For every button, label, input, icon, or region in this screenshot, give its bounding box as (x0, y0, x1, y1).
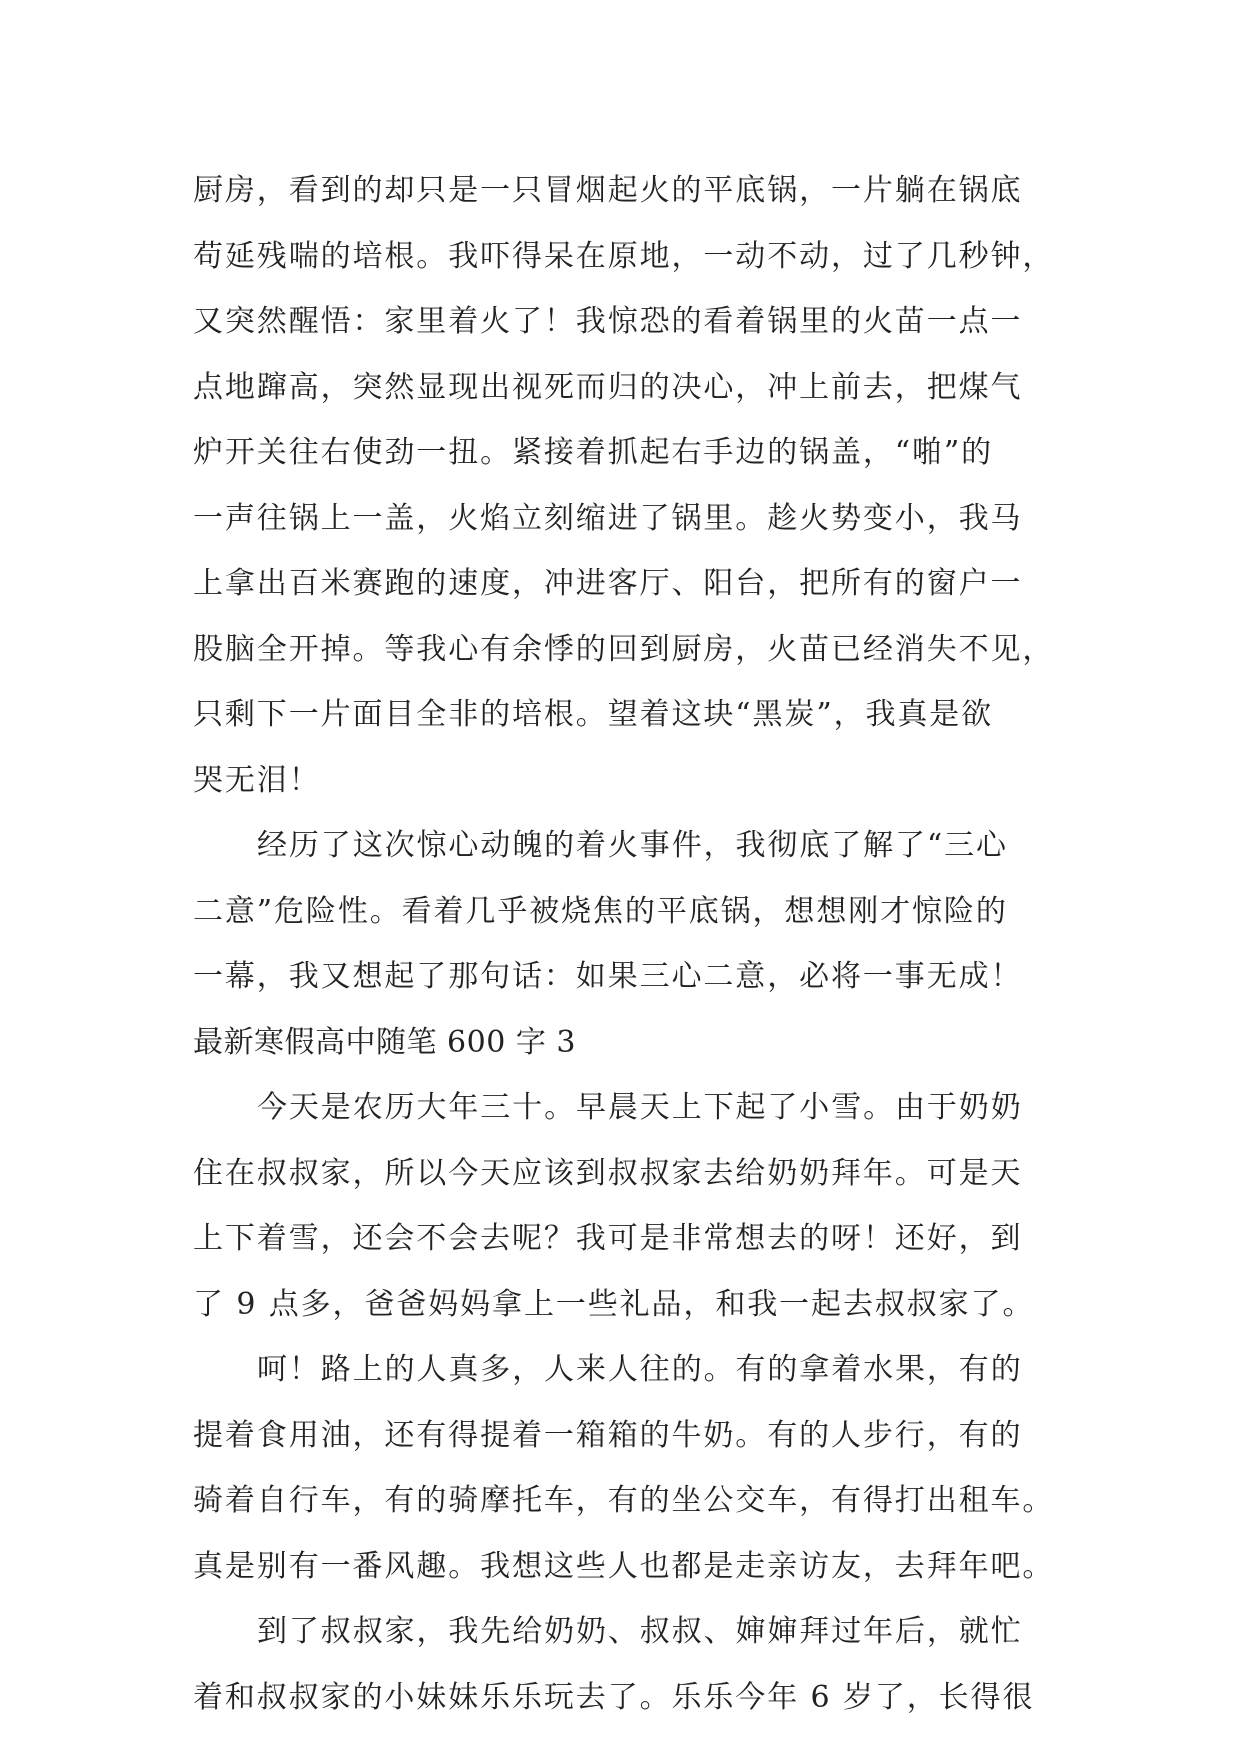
section-heading: 最新寒假高中随笔 600 字 3 (193, 1024, 576, 1060)
text-line: 着和叔叔家的小妹妹乐乐玩去了。乐乐今年 6 岁了，长得很 (193, 1679, 1035, 1715)
paragraph-first-line: 经历了这次惊心动魄的着火事件，我彻底了解了“三心 (257, 828, 1008, 863)
text-line: 二意”危险性。看着几乎被烧焦的平底锅，想想刚才惊险的 (193, 893, 1008, 929)
text-line: 了 9 点多，爸爸妈妈拿上一些礼品，和我一起去叔叔家了。 (193, 1286, 1035, 1322)
body-text (193, 158, 1053, 1730)
text-line: 又突然醒悟：家里着火了！我惊恐的看着锅里的火苗一点一 (193, 304, 1023, 339)
text-line: 厨房，看到的却只是一只冒烟起火的平底锅，一片躺在锅底 (193, 173, 1023, 208)
text-line: 真是别有一番风趣。我想这些人也都是走亲访友，去拜年吧。 (193, 1548, 1055, 1584)
text-line: 哭无泪！ (193, 762, 321, 798)
text-line: 股脑全开掉。等我心有余悸的回到厨房，火苗已经消失不见， (193, 631, 1055, 667)
text-line: 一幕，我又想起了那句话：如果三心二意，必将一事无成！ (193, 959, 1023, 994)
paragraph-first-line: 今天是农历大年三十。早晨天上下起了小雪。由于奶奶 (257, 1090, 1023, 1125)
text-line: 上下着雪，还会不会去呢？我可是非常想去的呀！还好，到 (193, 1221, 1023, 1256)
paragraph-first-line: 呵！路上的人真多，人来人往的。有的拿着水果，有的 (257, 1352, 1023, 1387)
text-line: 住在叔叔家，所以今天应该到叔叔家去给奶奶拜年。可是天 (193, 1155, 1023, 1191)
text-line: 只剩下一片面目全非的培根。望着这块“黑炭”，我真是欲 (193, 697, 994, 732)
paragraph-first-line: 到了叔叔家，我先给奶奶、叔叔、婶婶拜过年后，就忙 (257, 1614, 1023, 1649)
text-line: 点地蹿高，突然显现出视死而归的决心，冲上前去，把煤气 (193, 369, 1023, 405)
text-line: 苟延残喘的培根。我吓得呆在原地，一动不动，过了几秒钟， (193, 238, 1055, 274)
text-line: 上拿出百米赛跑的速度，冲进客厅、阳台，把所有的窗户一 (193, 566, 1023, 601)
text-line: 提着食用油，还有得提着一箱箱的牛奶。有的人步行，有的 (193, 1417, 1023, 1453)
text-line: 骑着自行车，有的骑摩托车，有的坐公交车，有得打出租车。 (193, 1483, 1055, 1518)
text-line: 炉开关往右使劲一扭。紧接着抓起右手边的锅盖，“啪”的 (193, 435, 994, 470)
text-line: 一声往锅上一盖，火焰立刻缩进了锅里。趁火势变小，我马 (193, 500, 1023, 536)
